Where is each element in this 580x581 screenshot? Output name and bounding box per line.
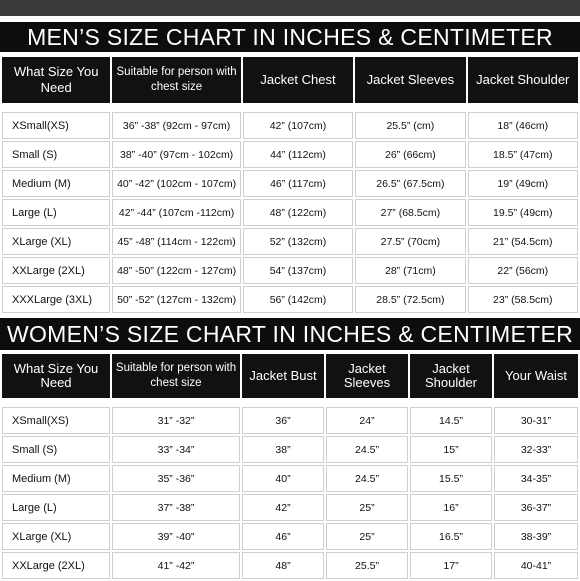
jacket-sleeves-cell: 25.5” (cm) bbox=[355, 112, 465, 139]
jacket-shoulder-cell: 15” bbox=[410, 436, 492, 463]
table-row bbox=[2, 199, 578, 226]
jacket-shoulder-cell: 19.5” (49cm) bbox=[468, 199, 578, 226]
women-header-jacket-bust: Jacket Bust bbox=[242, 354, 324, 398]
table-row bbox=[2, 257, 578, 284]
jacket-chest-cell: 46” (117cm) bbox=[243, 170, 353, 197]
table-row bbox=[2, 436, 578, 463]
jacket-chest-cell: 54” (137cm) bbox=[243, 257, 353, 284]
jacket-chest-cell: 42” (107cm) bbox=[243, 112, 353, 139]
women-chart-title: WOMEN’S SIZE CHART IN INCHES & CENTIMETER bbox=[0, 318, 580, 350]
waist-cell: 38-39” bbox=[494, 523, 578, 550]
women-header-row bbox=[2, 354, 578, 398]
waist-cell: 40-41” bbox=[494, 552, 578, 579]
men-size-table bbox=[0, 55, 580, 315]
jacket-chest-cell: 44” (112cm) bbox=[243, 141, 353, 168]
size-cell: XXXLarge (3XL) bbox=[2, 286, 110, 313]
chest-size-cell: 36” -38” (92cm - 97cm) bbox=[112, 112, 240, 139]
chest-size-cell: 33” -34” bbox=[112, 436, 240, 463]
size-cell: Large (L) bbox=[2, 199, 110, 226]
women-header-jacket-sleeves: Jacket Sleeves bbox=[326, 354, 408, 398]
jacket-sleeves-cell: 28.5” (72.5cm) bbox=[355, 286, 465, 313]
jacket-shoulder-cell: 18” (46cm) bbox=[468, 112, 578, 139]
size-cell: Small (S) bbox=[2, 436, 110, 463]
jacket-bust-cell: 46” bbox=[242, 523, 324, 550]
table-row bbox=[2, 228, 578, 255]
table-row bbox=[2, 170, 578, 197]
chest-size-cell: 42” -44” (107cm -112cm) bbox=[112, 199, 240, 226]
table-row bbox=[2, 407, 578, 434]
table-row bbox=[2, 494, 578, 521]
table-row bbox=[2, 112, 578, 139]
jacket-sleeves-cell: 25” bbox=[326, 523, 408, 550]
jacket-shoulder-cell: 18.5” (47cm) bbox=[468, 141, 578, 168]
jacket-sleeves-cell: 24.5” bbox=[326, 465, 408, 492]
size-cell: Medium (M) bbox=[2, 465, 110, 492]
jacket-sleeves-cell: 27.5” (70cm) bbox=[355, 228, 465, 255]
men-header-jacket-sleeves: Jacket Sleeves bbox=[355, 57, 465, 103]
women-size-table bbox=[0, 352, 580, 581]
jacket-shoulder-cell: 14.5” bbox=[410, 407, 492, 434]
jacket-bust-cell: 48” bbox=[242, 552, 324, 579]
jacket-bust-cell: 42” bbox=[242, 494, 324, 521]
jacket-shoulder-cell: 21” (54.5cm) bbox=[468, 228, 578, 255]
jacket-sleeves-cell: 27” (68.5cm) bbox=[355, 199, 465, 226]
jacket-sleeves-cell: 24.5” bbox=[326, 436, 408, 463]
chest-size-cell: 40” -42” (102cm - 107cm) bbox=[112, 170, 240, 197]
jacket-bust-cell: 40” bbox=[242, 465, 324, 492]
jacket-shoulder-cell: 16.5” bbox=[410, 523, 492, 550]
chest-size-cell: 50” -52” (127cm - 132cm) bbox=[112, 286, 240, 313]
chest-size-cell: 35” -36” bbox=[112, 465, 240, 492]
size-cell: XSmall(XS) bbox=[2, 407, 110, 434]
jacket-sleeves-cell: 25” bbox=[326, 494, 408, 521]
size-cell: Large (L) bbox=[2, 494, 110, 521]
jacket-shoulder-cell: 17” bbox=[410, 552, 492, 579]
men-header-jacket-shoulder: Jacket Shoulder bbox=[468, 57, 578, 103]
size-cell: XXLarge (2XL) bbox=[2, 552, 110, 579]
jacket-sleeves-cell: 26” (66cm) bbox=[355, 141, 465, 168]
size-cell: Medium (M) bbox=[2, 170, 110, 197]
men-header-size: What Size You Need bbox=[2, 57, 110, 103]
table-row bbox=[2, 465, 578, 492]
chest-size-cell: 38” -40” (97cm - 102cm) bbox=[112, 141, 240, 168]
chest-size-cell: 45” -48” (114cm - 122cm) bbox=[112, 228, 240, 255]
table-row bbox=[2, 286, 578, 313]
men-header-jacket-chest: Jacket Chest bbox=[243, 57, 353, 103]
men-header-chest-size: Suitable for person with chest size bbox=[112, 57, 240, 103]
women-header-jacket-shoulder: Jacket Shoulder bbox=[410, 354, 492, 398]
size-cell: XLarge (XL) bbox=[2, 523, 110, 550]
jacket-sleeves-cell: 26.5” (67.5cm) bbox=[355, 170, 465, 197]
size-cell: Small (S) bbox=[2, 141, 110, 168]
waist-cell: 30-31” bbox=[494, 407, 578, 434]
men-header-row bbox=[2, 57, 578, 103]
jacket-chest-cell: 48” (122cm) bbox=[243, 199, 353, 226]
table-row bbox=[2, 141, 578, 168]
women-header-size: What Size You Need bbox=[2, 354, 110, 398]
chest-size-cell: 48” -50” (122cm - 127cm) bbox=[112, 257, 240, 284]
table-row bbox=[2, 523, 578, 550]
jacket-shoulder-cell: 16” bbox=[410, 494, 492, 521]
size-cell: XXLarge (2XL) bbox=[2, 257, 110, 284]
jacket-bust-cell: 36” bbox=[242, 407, 324, 434]
jacket-chest-cell: 56” (142cm) bbox=[243, 286, 353, 313]
chest-size-cell: 37” -38” bbox=[112, 494, 240, 521]
top-bar bbox=[0, 0, 580, 16]
women-header-waist: Your Waist bbox=[494, 354, 578, 398]
men-chart-title: MEN’S SIZE CHART IN INCHES & CENTIMETER bbox=[0, 22, 580, 52]
table-row bbox=[2, 552, 578, 579]
jacket-shoulder-cell: 15.5” bbox=[410, 465, 492, 492]
jacket-bust-cell: 38” bbox=[242, 436, 324, 463]
waist-cell: 36-37” bbox=[494, 494, 578, 521]
women-header-chest-size: Suitable for person with chest size bbox=[112, 354, 240, 398]
jacket-sleeves-cell: 28” (71cm) bbox=[355, 257, 465, 284]
jacket-sleeves-cell: 25.5” bbox=[326, 552, 408, 579]
waist-cell: 34-35” bbox=[494, 465, 578, 492]
waist-cell: 32-33” bbox=[494, 436, 578, 463]
jacket-shoulder-cell: 19” (49cm) bbox=[468, 170, 578, 197]
size-cell: XSmall(XS) bbox=[2, 112, 110, 139]
chest-size-cell: 31” -32” bbox=[112, 407, 240, 434]
chest-size-cell: 41” -42” bbox=[112, 552, 240, 579]
jacket-chest-cell: 52” (132cm) bbox=[243, 228, 353, 255]
chest-size-cell: 39” -40” bbox=[112, 523, 240, 550]
jacket-shoulder-cell: 22” (56cm) bbox=[468, 257, 578, 284]
jacket-sleeves-cell: 24” bbox=[326, 407, 408, 434]
jacket-shoulder-cell: 23” (58.5cm) bbox=[468, 286, 578, 313]
size-cell: XLarge (XL) bbox=[2, 228, 110, 255]
